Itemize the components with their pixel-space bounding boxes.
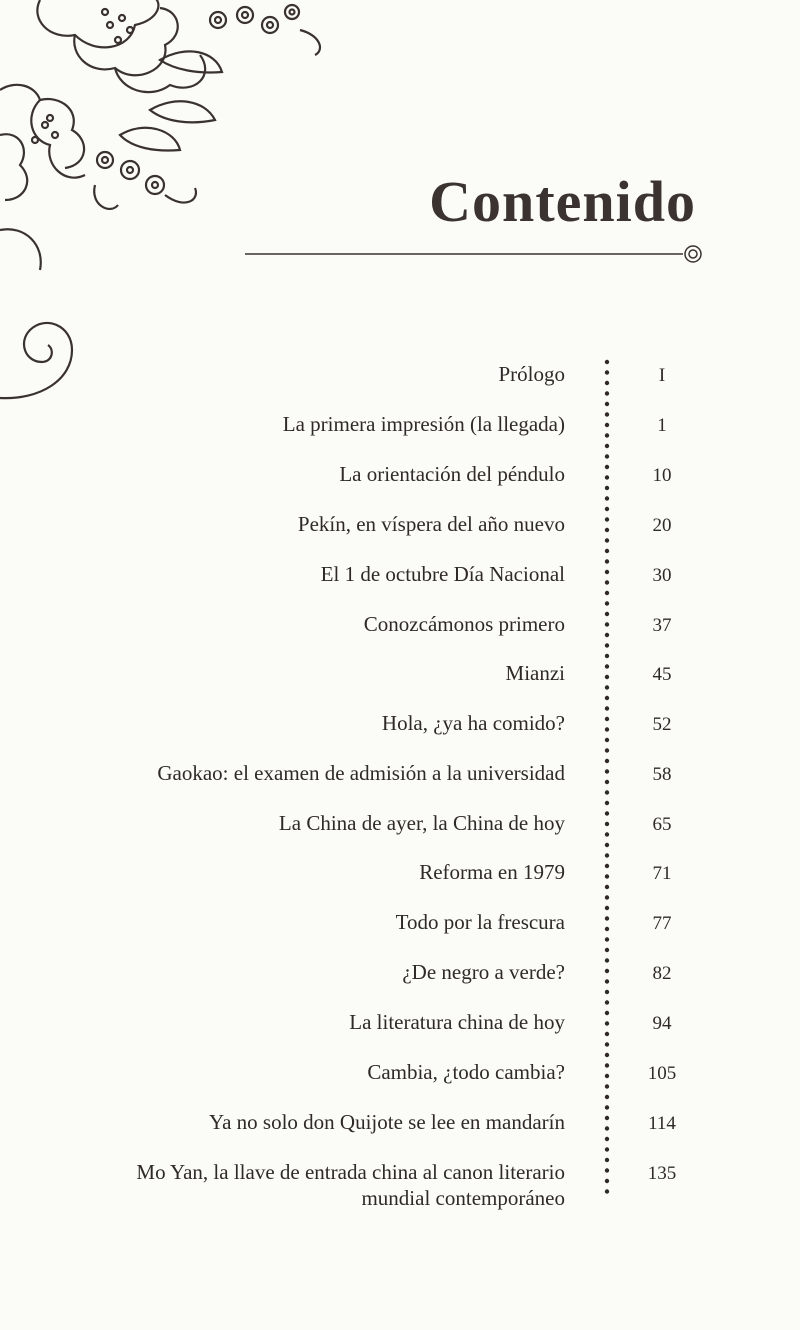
toc-entry-page: 10 xyxy=(652,465,672,486)
toc-entry-page: 58 xyxy=(652,764,672,785)
toc-entry-title: Pekín, en víspera del año nuevo xyxy=(297,512,565,536)
toc-entry-page: 30 xyxy=(652,565,672,586)
toc-entry-page: 52 xyxy=(652,714,672,735)
toc-entry-title: Gaokao: el examen de admisión a la universidad xyxy=(157,761,565,785)
toc-entry-page: 114 xyxy=(648,1113,676,1134)
toc-entry-title: ¿De negro a verde? xyxy=(402,960,565,984)
toc-entry-title-line2: mundial contemporáneo xyxy=(361,1186,565,1210)
toc-entry-page: 65 xyxy=(652,814,672,835)
toc-entry-page: 1 xyxy=(657,415,667,436)
page-title: Contenido xyxy=(429,169,696,234)
toc-entry-title: Conozcámonos primero xyxy=(363,612,565,636)
toc-entry-page: 135 xyxy=(647,1163,677,1184)
toc-entry-title: La China de ayer, la China de hoy xyxy=(278,811,565,835)
toc-entry-title: La literatura china de hoy xyxy=(349,1010,565,1034)
toc-entry-title: Ya no solo don Quijote se lee en mandarín xyxy=(209,1110,565,1134)
toc-entry-page: 20 xyxy=(652,515,672,536)
toc-entry-title: La primera impresión (la llegada) xyxy=(282,412,565,436)
toc-entry-title: Prólogo xyxy=(498,362,565,386)
toc-entry-title: Mianzi xyxy=(505,661,565,685)
toc-entry-page: 94 xyxy=(652,1013,672,1034)
toc-entry-title: Reforma en 1979 xyxy=(419,860,565,884)
toc-entry-title: La orientación del péndulo xyxy=(339,462,565,486)
toc-entry-page: 37 xyxy=(652,615,672,636)
toc-entry-page: 71 xyxy=(652,863,672,884)
toc-entry-page: 82 xyxy=(652,963,672,984)
toc-entry-page: I xyxy=(658,365,666,386)
toc-entry-title: Mo Yan, la llave de entrada china al canon literario xyxy=(136,1160,565,1184)
toc-entry-title: El 1 de octubre Día Nacional xyxy=(320,562,565,586)
toc-entry-title: Cambia, ¿todo cambia? xyxy=(367,1060,565,1084)
toc-entry-page: 45 xyxy=(652,664,672,685)
toc-entry-title: Hola, ¿ya ha comido? xyxy=(381,711,565,735)
toc-entry-title: Todo por la frescura xyxy=(395,910,565,934)
toc-entry-page: 77 xyxy=(652,913,672,934)
toc-entry-page: 105 xyxy=(647,1063,677,1084)
